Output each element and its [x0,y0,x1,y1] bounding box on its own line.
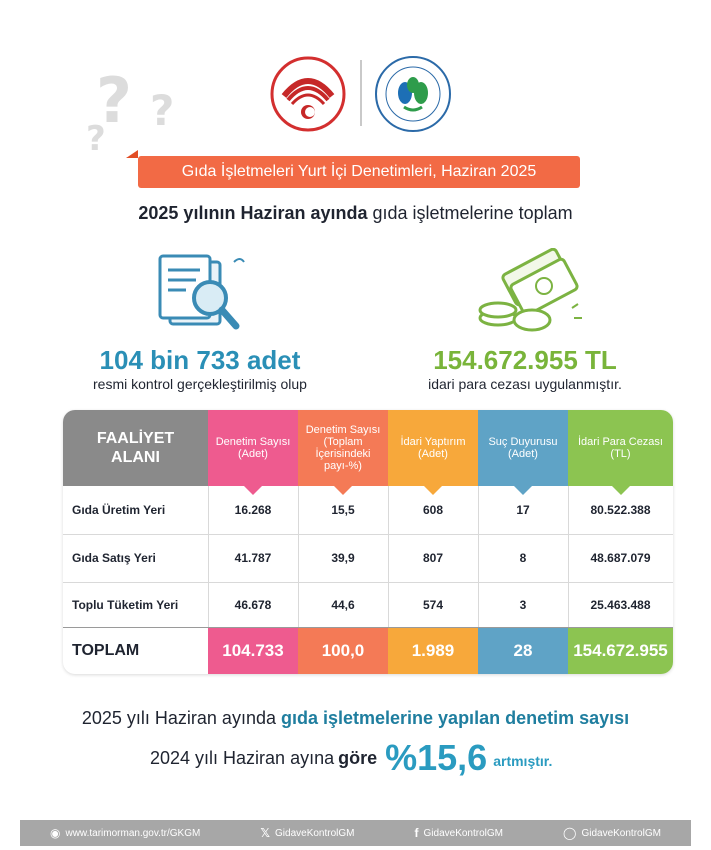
total-cell: 104.733 [208,628,298,674]
question-mark-icon: ? [150,86,175,135]
globe-icon: ◉ [50,826,61,840]
total-cell: 28 [478,628,568,674]
footer-instagram[interactable] [563,826,661,840]
header-inspection-share [298,410,388,486]
facebook-icon: f [414,826,419,840]
x-icon: 𝕏 [260,826,271,840]
header-activity-area [63,410,208,486]
ministry-emblem-logo [270,56,346,132]
document-magnifier-icon [150,250,250,340]
gkgm-logo [374,55,452,133]
conclusion-line-2 [150,738,552,778]
intro-bold: 2025 yılının Haziran ayında [138,203,368,223]
footer-facebook-text: GidaveKontrolGM [423,827,503,839]
table-cell: 574 [422,598,444,612]
table-cell: 8 [519,551,527,565]
fine-caption: idari para cezası uygulanmıştır. [428,376,622,392]
increase-percent: %15,6 [385,737,488,778]
footer-bar [20,820,691,846]
footer-website-text: www.tarimorman.gov.tr/GKGM [65,827,201,839]
table-cell: 25.463.488 [590,598,651,612]
header-inspection-count [208,410,298,486]
table-cell: 46.678 [234,598,272,612]
question-mark-icon: ? [86,119,106,159]
inspection-table [63,410,673,674]
total-cell: 100,0 [298,628,388,674]
instagram-icon: ◯ [563,826,577,840]
fine-total: 154.672.955 TL [433,345,617,375]
table-cell: 15,5 [331,503,355,517]
conclusion-text: 2025 yılı Haziran ayında [81,708,281,728]
total-cell: 1.989 [388,628,478,674]
conclusion-bold: göre [338,747,378,768]
table-row-label: Gıda Satış Yeri [72,551,156,565]
table-cell: 48.687.079 [590,551,651,565]
table-cell: 80.522.388 [590,503,651,517]
header-label: Denetim Sayısı (Adet) [215,436,291,460]
controls-caption: resmi kontrol gerçekleştirilmiş olup [93,376,307,392]
header-sanctions [388,410,478,486]
table-row-label: Toplu Tüketim Yeri [72,598,179,612]
table-cell: 39,9 [331,551,355,565]
intro-rest: gıda işletmelerine toplam [367,203,573,223]
table-cell: 41.787 [234,551,272,565]
controls-count: 104 bin 733 adet [99,345,301,375]
header-fines [568,410,673,486]
title-banner: Gıda İşletmeleri Yurt İçi Denetimleri, Haziran 2025 [138,156,580,188]
conclusion-text: 2024 yılı Haziran ayına [150,747,335,768]
money-icon [476,248,586,338]
header-criminal-complaints [478,410,568,486]
question-mark-icon: ? [96,64,132,137]
intro-sentence [0,203,711,224]
table-row-label: Gıda Üretim Yeri [72,503,166,517]
conclusion-line-1 [0,708,711,729]
table-cell: 3 [519,598,527,612]
header-label: Suç Duyurusu (Adet) [488,436,558,460]
conclusion-highlight: gıda işletmelerine yapılan denetim sayısı [280,708,630,728]
header-label: İdari Yaptırım (Adet) [400,436,466,460]
total-cell: 154.672.955 [568,628,673,674]
increase-suffix: artmıştır. [493,753,553,769]
table-cell: 44,6 [331,598,355,612]
header-label: İdari Para Cezası (TL) [578,436,663,460]
logo-divider [360,60,362,126]
footer-x-text: GidaveKontrolGM [275,827,355,839]
total-label: TOPLAM [72,642,140,659]
table-cell: 17 [516,503,530,517]
header-label: Denetim Sayısı (Toplam İçerisindeki payı-%) [305,424,381,472]
footer-instagram-text: GidaveKontrolGM [581,827,661,839]
table-cell: 608 [422,503,444,517]
table-cell: 807 [422,551,444,565]
table-cell: 16.268 [234,503,272,517]
footer-facebook[interactable] [415,826,503,840]
header-label: FAALİYET ALANI [96,430,175,466]
footer-x[interactable] [260,826,354,840]
footer-website[interactable] [50,826,200,840]
